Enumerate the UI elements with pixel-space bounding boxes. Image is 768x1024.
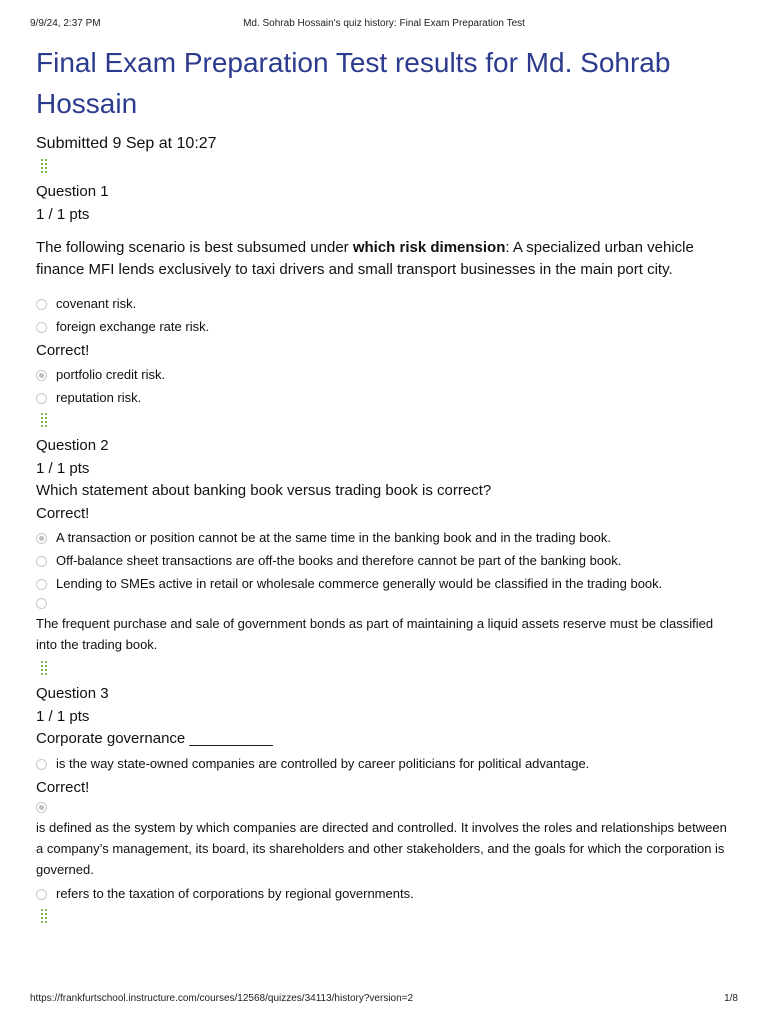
- question-3: [36, 682, 736, 903]
- question-points: 1 / 1 pts: [36, 708, 90, 725]
- radio-selected-icon: [36, 533, 47, 544]
- radio-icon: [36, 322, 47, 333]
- question-label: Question 3: [36, 685, 109, 702]
- question-text: Corporate governance __________: [36, 730, 273, 747]
- drag-handle-icon: [38, 908, 50, 928]
- question-points: 1 / 1 pts: [36, 460, 90, 477]
- answer-option-selected[interactable]: [36, 366, 736, 384]
- answer-text: is the way state-owned companies are controlled by career politicians for political advantage.: [56, 756, 590, 771]
- answer-option[interactable]: [36, 389, 736, 407]
- answer-text: Lending to SMEs active in retail or wholesale commerce generally would be classified in the trading book.: [56, 576, 663, 591]
- radio-icon: [36, 598, 47, 609]
- answer-option[interactable]: [36, 885, 736, 903]
- answer-text: refers to the taxation of corporations by regional governments.: [56, 886, 414, 901]
- answer-option-selected[interactable]: [36, 802, 736, 880]
- radio-icon: [36, 759, 47, 770]
- answer-text: reputation risk.: [56, 390, 142, 405]
- radio-selected-icon: [36, 802, 47, 813]
- answer-option[interactable]: [36, 318, 736, 336]
- question-1: [36, 180, 736, 407]
- print-footer: [30, 993, 738, 1007]
- question-points: 1 / 1 pts: [36, 206, 90, 223]
- radio-icon: [36, 556, 47, 567]
- page-url: https://frankfurtschool.instructure.com/courses/12568/quizzes/34113/history?version=2: [30, 993, 414, 1004]
- answer-option-selected[interactable]: [36, 529, 736, 547]
- answer-option[interactable]: [36, 598, 736, 655]
- question-label: Question 1: [36, 183, 109, 200]
- answer-text: is defined as the system by which companies are directed and controlled. It involves the roles and relationships between a company’s management, its board, its shareholders and other stakeholders, and the goals for which the corporation is governed.: [36, 820, 727, 877]
- print-header: [30, 18, 738, 32]
- print-page-title: Md. Sohrab Hossain's quiz history: Final Exam Preparation Test: [243, 18, 525, 29]
- drag-handle-icon: [38, 660, 50, 680]
- print-timestamp: 9/9/24, 2:37 PM: [30, 18, 101, 29]
- answer-text: portfolio credit risk.: [56, 367, 166, 382]
- question-2: [36, 434, 736, 655]
- answer-text: covenant risk.: [56, 296, 137, 311]
- submitted-date: Submitted 9 Sep at 10:27: [36, 135, 217, 152]
- answer-option[interactable]: [36, 295, 736, 313]
- radio-icon: [36, 889, 47, 900]
- page-number: 1/8: [724, 993, 738, 1004]
- correct-label: Correct!: [36, 505, 90, 522]
- radio-icon: [36, 299, 47, 310]
- radio-icon: [36, 579, 47, 590]
- drag-handle-icon: [38, 158, 50, 178]
- correct-label: Correct!: [36, 342, 90, 359]
- drag-handle-icon: [38, 412, 50, 432]
- radio-icon: [36, 393, 47, 404]
- question-label: Question 2: [36, 437, 109, 454]
- radio-selected-icon: [36, 370, 47, 381]
- question-text: Which statement about banking book versus trading book is correct?: [36, 482, 492, 499]
- answer-text: A transaction or position cannot be at the same time in the banking book and in the trading book.: [56, 530, 612, 545]
- answer-text: The frequent purchase and sale of government bonds as part of maintaining a liquid assets reserve must be classified into the trading book.: [36, 616, 714, 652]
- answer-text: Off-balance sheet transactions are off-the books and therefore cannot be part of the banking book.: [56, 553, 622, 568]
- correct-label: Correct!: [36, 779, 90, 796]
- answer-option[interactable]: [36, 575, 736, 593]
- answer-option[interactable]: [36, 552, 736, 570]
- question-emphasis: which risk dimension: [352, 239, 506, 256]
- answer-text: foreign exchange rate risk.: [56, 319, 210, 334]
- question-text: The following scenario is best subsumed under which risk dimension: A specialized urban vehicle finance MFI lends exclusively to taxi drivers and small transport businesses in the main port city.: [36, 239, 694, 278]
- page-title: Final Exam Preparation Test results for Md. Sohrab Hossain: [36, 47, 671, 119]
- answer-option[interactable]: [36, 755, 736, 773]
- quiz-results: [36, 42, 736, 930]
